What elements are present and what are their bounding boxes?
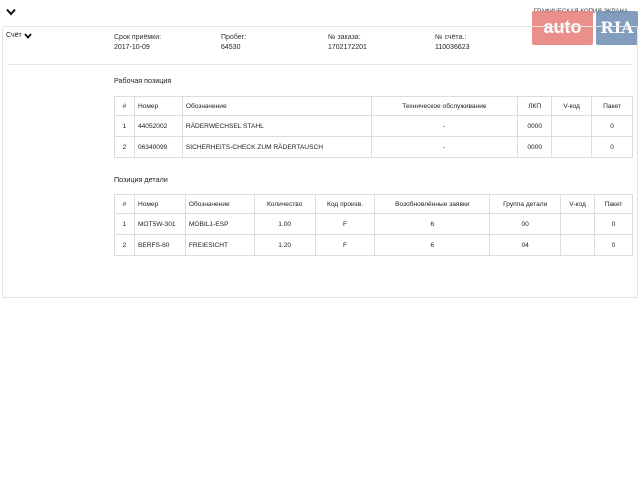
collapse-chevron-icon[interactable] — [6, 8, 18, 18]
col-designation: Обозначение — [182, 97, 371, 116]
cell-index: 1 — [115, 214, 135, 235]
field-acceptance-date — [114, 33, 161, 53]
col-renewed-requests: Возобновлённые заявки — [375, 195, 490, 214]
col-vcode: V-код — [552, 97, 592, 116]
field-label: Срок приёмки: — [114, 34, 162, 41]
col-package: Пакет — [592, 97, 633, 116]
cell-renewed-requests: 6 — [375, 235, 490, 256]
col-manufacturer-code: Код произв. — [315, 195, 375, 214]
cell-designation: MOBIL1-ESP — [185, 214, 254, 235]
field-value: 2017-10-09 — [114, 44, 150, 51]
watermark-ria: RIA — [596, 11, 638, 45]
col-number: Номер — [134, 195, 185, 214]
cell-index: 2 — [115, 137, 135, 158]
table-row — [115, 235, 633, 256]
cell-manufacturer-code: F — [315, 214, 375, 235]
cell-vcode — [561, 235, 595, 256]
col-maintenance: Техническое обслуживание — [371, 97, 518, 116]
cell-part-group: 00 — [490, 214, 561, 235]
cell-quantity: 1.20 — [254, 235, 315, 256]
col-package: Пакет — [595, 195, 633, 214]
col-index: # — [115, 195, 135, 214]
cell-quantity: 1.00 — [254, 214, 315, 235]
col-quantity: Количество — [254, 195, 315, 214]
cell-vcode — [552, 116, 592, 137]
cell-vcode — [552, 137, 592, 158]
table-header-row — [115, 195, 633, 214]
cell-paint: 0000 — [518, 116, 552, 137]
field-value: 1702172201 — [328, 44, 367, 51]
cell-paint: 0000 — [518, 137, 552, 158]
cell-index: 1 — [115, 116, 135, 137]
table-header-row — [115, 97, 633, 116]
field-value: 110036623 — [435, 44, 470, 51]
col-index: # — [115, 97, 135, 116]
col-vcode: V-код — [561, 195, 595, 214]
watermark-auto: auto — [532, 11, 593, 45]
col-part-group: Группа детали — [490, 195, 561, 214]
cell-package: 0 — [595, 214, 633, 235]
cell-package: 0 — [595, 235, 633, 256]
invoice-toggle-label: Счёт — [6, 32, 22, 39]
field-order-number — [328, 33, 367, 53]
field-invoice-number — [435, 33, 470, 53]
invoice-panel — [2, 26, 638, 298]
cell-vcode — [561, 214, 595, 235]
part-positions-table — [114, 194, 633, 256]
cell-index: 2 — [115, 235, 135, 256]
col-number: Номер — [134, 97, 182, 116]
invoice-toggle[interactable] — [6, 32, 32, 39]
field-value: 64530 — [221, 44, 241, 51]
field-label: № заказа: — [328, 34, 361, 41]
work-positions-table — [114, 96, 633, 158]
cell-maintenance: - — [371, 116, 518, 137]
col-designation: Обозначение — [185, 195, 254, 214]
cell-designation: FREIESICHT — [185, 235, 254, 256]
cell-part-group: 04 — [490, 235, 561, 256]
cell-renewed-requests: 6 — [375, 214, 490, 235]
chevron-down-icon — [24, 33, 32, 39]
cell-number: MOT5W-301 — [134, 214, 185, 235]
table-row — [115, 116, 633, 137]
cell-number: 06340099 — [134, 137, 182, 158]
cell-maintenance: - — [371, 137, 518, 158]
field-label: № счёта.: — [435, 34, 467, 41]
work-positions-title: Рабочая позиция — [114, 76, 172, 85]
cell-number: BERFS-60 — [134, 235, 185, 256]
cell-number: 44052002 — [134, 116, 182, 137]
cell-designation: RÄDERWECHSEL STAHL — [182, 116, 371, 137]
cell-package: 0 — [592, 116, 633, 137]
cell-package: 0 — [592, 137, 633, 158]
part-positions-title: Позиция детали — [114, 175, 168, 184]
field-mileage — [221, 33, 246, 53]
field-label: Пробег: — [221, 34, 247, 41]
col-paint: ЛКП — [518, 97, 552, 116]
cell-designation: SICHERHEITS-CHECK ZUM RÄDERTAUSCH — [182, 137, 371, 158]
cell-manufacturer-code: F — [315, 235, 375, 256]
divider — [8, 64, 632, 65]
table-row — [115, 137, 633, 158]
table-row — [115, 214, 633, 235]
